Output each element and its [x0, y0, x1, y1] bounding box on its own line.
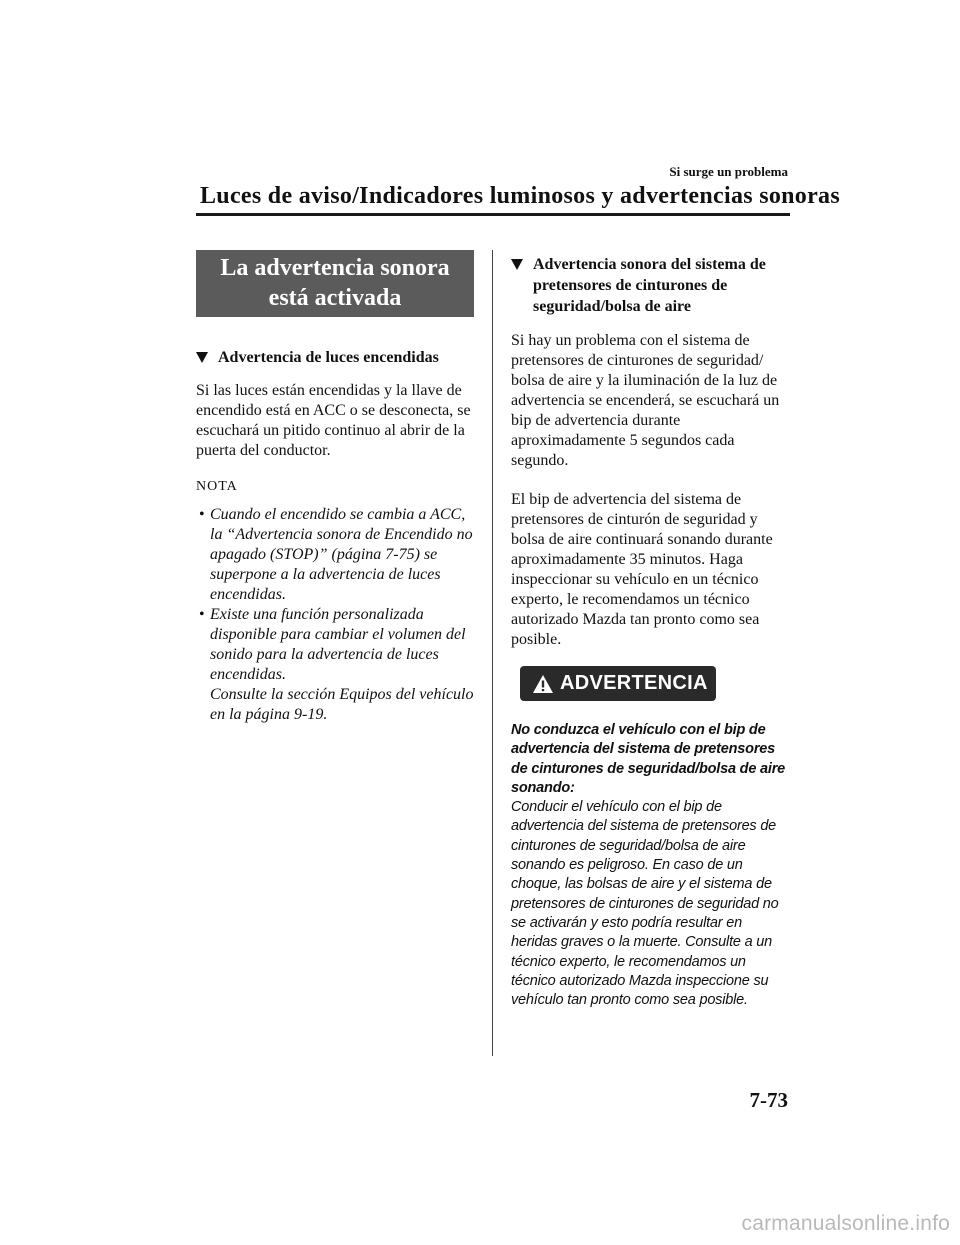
- subheading-lights-on: [196, 347, 474, 368]
- seatbelt-paragraph-2: El bip de advertencia del sistema de pretensores de cinturón de seguridad y bolsa de aire continuará sonando durante aproximadamente 35 minutos. Haga inspeccionar su vehículo en un técnico experto, le recomendamos un técnico autorizado Mazda tan pronto como sea posible.: [511, 491, 773, 648]
- warning-triangle-icon: [532, 674, 554, 694]
- bullet-icon: •: [199, 506, 205, 523]
- left-column: [196, 250, 474, 725]
- subheading-seatbelt-airbag: [511, 254, 789, 317]
- warning-title: No conduzca el vehículo con el bip de advertencia del sistema de pretensores de cinturones de seguridad/bolsa de aire sonando:: [511, 722, 786, 796]
- subheading-text: Advertencia sonora del sistema de pretensores de cinturones de seguridad/bolsa de aire: [533, 256, 766, 315]
- column-divider: [492, 250, 493, 1056]
- warning-text: [511, 721, 789, 1010]
- warning-badge-row: [511, 666, 789, 701]
- watermark: carmanualsonline.info: [741, 1212, 950, 1235]
- subheading-text: Advertencia de luces encendidas: [218, 349, 439, 366]
- warning-badge: [520, 666, 716, 701]
- down-triangle-icon: [196, 352, 208, 363]
- list-item: [196, 505, 474, 605]
- list-item: [196, 605, 474, 725]
- list-item-text: Cuando el encendido se cambia a ACC, la “Advertencia sonora de Encendido no apagado (STOP)” (página 7-75) se superpone a la advertencia de luces encendidas.: [210, 506, 473, 603]
- section-banner: La advertencia sonora está activada: [196, 250, 474, 317]
- list-item-text: Existe una función personalizada disponible para cambiar el volumen del sonido para la advertencia de luces encendidas. Consulte la sección Equipos del vehículo en la página 9-19.: [210, 606, 474, 723]
- warning-body: Conducir el vehículo con el bip de advertencia del sistema de pretensores de cinturones de seguridad/bolsa de aire sonando es peligroso. En caso de un choque, las bolsas de aire y el sistema de pretensores de cinturones de seguridad no se activarán y esto podría resultar en heridas graves o la muerte. Consulte a un técnico experto, le recomendamos un técnico autorizado Mazda inspeccione su vehículo tan pronto como sea posible.: [511, 799, 779, 1009]
- lights-on-paragraph: Si las luces están encendidas y la llave de encendido está en ACC o se desconecta, se escuchará un pitido continuo al abrir de la puerta del conductor.: [196, 382, 471, 459]
- bullet-icon: •: [199, 606, 205, 623]
- nota-label: NOTA: [196, 479, 238, 494]
- header-rule: [196, 213, 790, 216]
- page-number: 7-73: [749, 1088, 788, 1112]
- right-column: [511, 254, 789, 1010]
- section-label: Si surge un problema: [669, 164, 788, 179]
- warning-badge-label: ADVERTENCIA: [560, 672, 708, 694]
- nota-list: [196, 505, 474, 725]
- chapter-title: Luces de aviso/Indicadores luminosos y advertencias sonoras: [200, 183, 840, 209]
- down-triangle-icon: [511, 259, 523, 270]
- seatbelt-paragraph-1: Si hay un problema con el sistema de pretensores de cinturones de seguridad/ bolsa de aire y la iluminación de la luz de advertencia se encenderá, se escuchará un bip de advertencia durante aproximadamente 5 segundos cada segundo.: [511, 332, 780, 469]
